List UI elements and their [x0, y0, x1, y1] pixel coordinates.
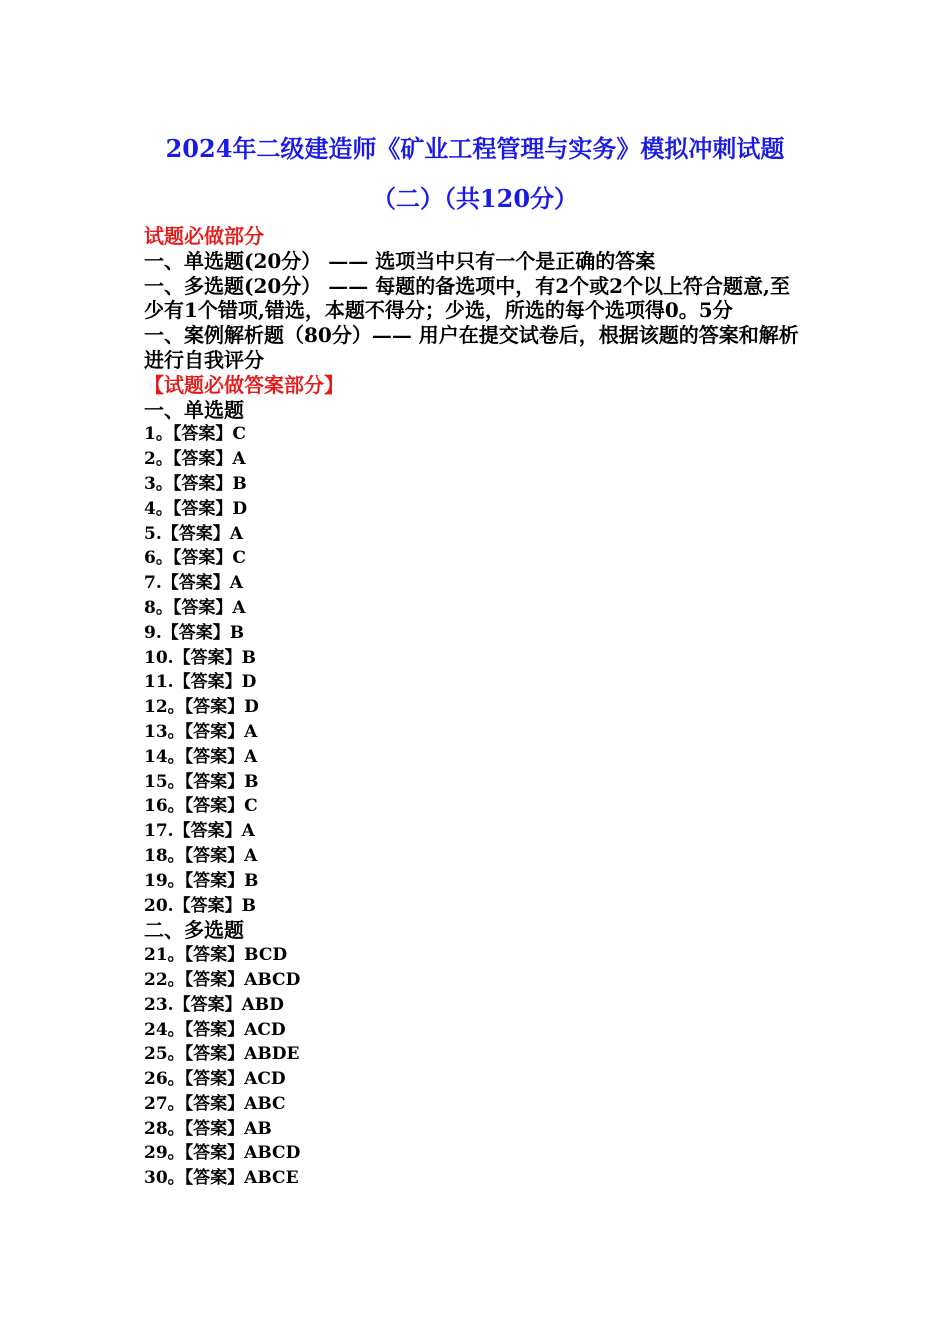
answer-val: A — [244, 746, 258, 767]
answer-tag: 【答案】 — [172, 597, 233, 618]
answer-row — [144, 1067, 804, 1092]
answer-row — [144, 720, 804, 745]
answer-row — [144, 1092, 804, 1117]
single-choice-heading: 一、单选题 — [144, 397, 244, 422]
answer-val: A — [232, 597, 246, 618]
answer-val: A — [232, 449, 246, 470]
multi-answer-list — [144, 943, 804, 1191]
answer-num: 12。 — [144, 697, 185, 718]
answer-num: 25。 — [144, 1044, 185, 1065]
answer-row — [144, 472, 804, 497]
answer-num: 16。 — [144, 796, 185, 817]
answer-tag: 【答案】 — [184, 1143, 245, 1164]
answer-val: B — [244, 771, 259, 792]
answer-tag: 【答案】 — [172, 473, 233, 494]
answer-row — [144, 819, 804, 844]
answer-row — [144, 621, 804, 646]
answer-tag: 【答案】 — [184, 796, 245, 817]
answer-tag: 【答案】 — [184, 1118, 245, 1139]
answer-val: ACD — [244, 1069, 286, 1090]
answer-tag: 【答案】 — [172, 449, 233, 470]
answer-tag: 【答案】 — [173, 672, 242, 693]
answer-val: D — [241, 672, 257, 693]
answer-num: 22。 — [144, 969, 185, 990]
answer-num: 30。 — [144, 1168, 185, 1189]
document-body — [144, 224, 804, 1191]
answer-tag: 【答案】 — [173, 821, 242, 842]
answer-tag: 【答案】 — [161, 622, 230, 643]
answer-tag: 【答案】 — [184, 746, 245, 767]
answer-row — [144, 1117, 804, 1142]
answer-tag: 【答案】 — [161, 523, 230, 544]
answer-num: 24。 — [144, 1019, 185, 1040]
answer-num: 9. — [144, 622, 162, 643]
answer-row — [144, 422, 804, 447]
intro-single-choice: 一、单选题(20分） —— 选项当中只有一个是正确的答案 — [144, 248, 656, 273]
answer-val: A — [241, 821, 255, 842]
answer-tag: 【答案】 — [184, 969, 245, 990]
answer-row — [144, 695, 804, 720]
answer-row — [144, 968, 804, 993]
answer-num: 7. — [144, 573, 162, 594]
answer-val: B — [229, 622, 245, 643]
answer-tag: 【答案】 — [161, 573, 230, 594]
answer-val: A — [244, 721, 258, 742]
answer-val: ABCD — [244, 969, 301, 990]
multi-choice-heading: 二、多选题 — [144, 918, 244, 943]
answer-tag: 【答案】 — [184, 1168, 245, 1189]
answer-row — [144, 447, 804, 472]
answer-val: D — [232, 498, 248, 519]
answer-num: 29。 — [144, 1143, 185, 1164]
answer-val: B — [241, 895, 256, 916]
answer-tag: 【答案】 — [184, 845, 245, 866]
answer-row — [144, 844, 804, 869]
single-answer-list — [144, 422, 804, 918]
document-title-line-2: （二）（共120分） — [371, 184, 579, 213]
answer-num: 3。 — [144, 473, 173, 494]
answer-tag: 【答案】 — [184, 870, 245, 891]
answer-num: 4。 — [144, 498, 173, 519]
answer-num: 13。 — [144, 721, 185, 742]
answer-val: A — [229, 523, 243, 544]
answer-val: ABC — [244, 1093, 286, 1114]
answer-row — [144, 646, 804, 671]
answer-val: A — [244, 845, 258, 866]
answer-val: B — [241, 647, 256, 668]
answer-tag: 【答案】 — [184, 1044, 245, 1065]
answer-row — [144, 794, 804, 819]
answer-val: BCD — [244, 945, 288, 966]
answer-num: 1。 — [144, 424, 173, 445]
answer-val: D — [244, 697, 259, 718]
answer-tag: 【答案】 — [173, 895, 242, 916]
answer-num: 21。 — [144, 945, 185, 966]
answer-num: 27。 — [144, 1093, 185, 1114]
answer-val: ABD — [241, 994, 284, 1015]
answer-row — [144, 522, 804, 547]
answer-row — [144, 1042, 804, 1067]
answer-row — [144, 745, 804, 770]
answer-num: 20. — [144, 895, 174, 916]
answer-row — [144, 1141, 804, 1166]
answer-val: ABDE — [244, 1044, 300, 1065]
answer-row — [144, 571, 804, 596]
section-required-heading: 试题必做部分 — [144, 224, 264, 248]
answer-tag: 【答案】 — [173, 647, 242, 668]
answer-num: 5. — [144, 523, 162, 544]
answer-row — [144, 497, 804, 522]
answer-num: 2。 — [144, 449, 173, 470]
answer-val: C — [244, 796, 258, 817]
answer-val: B — [232, 473, 247, 494]
answer-tag: 【答案】 — [184, 771, 245, 792]
answer-tag: 【答案】 — [184, 1093, 245, 1114]
answer-num: 8。 — [144, 597, 173, 618]
answer-tag: 【答案】 — [184, 945, 245, 966]
answer-row — [144, 770, 804, 795]
answer-row — [144, 894, 804, 919]
answer-val: A — [229, 573, 243, 594]
answer-row — [144, 596, 804, 621]
answer-row — [144, 1166, 804, 1191]
answer-row — [144, 546, 804, 571]
answer-row — [144, 1018, 804, 1043]
answer-tag: 【答案】 — [184, 1019, 245, 1040]
answer-section-heading: 【试题必做答案部分】 — [144, 372, 344, 397]
answer-num: 14。 — [144, 746, 185, 767]
answer-num: 11. — [144, 672, 174, 693]
answer-tag: 【答案】 — [184, 1069, 245, 1090]
answer-num: 19。 — [144, 870, 185, 891]
answer-val: AB — [244, 1118, 272, 1139]
answer-row — [144, 993, 804, 1018]
answer-tag: 【答案】 — [184, 721, 245, 742]
answer-row — [144, 943, 804, 968]
answer-num: 17. — [144, 821, 174, 842]
answer-row — [144, 869, 804, 894]
answer-val: B — [244, 870, 259, 891]
answer-tag: 【答案】 — [172, 498, 233, 519]
answer-num: 26。 — [144, 1069, 185, 1090]
answer-row — [144, 670, 804, 695]
answer-tag: 【答案】 — [173, 994, 242, 1015]
intro-case-analysis: 一、案例解析题（80分）—— 用户在提交试卷后，根据该题的答案和解析进行自我评分 — [144, 323, 799, 372]
answer-num: 18。 — [144, 845, 185, 866]
answer-num: 6。 — [144, 548, 173, 569]
answer-tag: 【答案】 — [172, 424, 233, 445]
document-title-line-1: 2024年二级建造师《矿业工程管理与实务》模拟冲刺试题 — [165, 134, 785, 163]
intro-multi-choice: 一、多选题(20分） —— 每题的备选项中，有2个或2个以上符合题意,至少有1个错项,错选，本题不得分；少选，所选的每个选项得0。5分 — [144, 273, 791, 323]
answer-val: C — [232, 548, 246, 569]
answer-val: ACD — [244, 1019, 286, 1040]
answer-tag: 【答案】 — [184, 697, 245, 718]
answer-tag: 【答案】 — [172, 548, 233, 569]
answer-val: ABCE — [244, 1168, 299, 1189]
answer-num: 15。 — [144, 771, 185, 792]
answer-num: 28。 — [144, 1118, 185, 1139]
answer-val: ABCD — [244, 1143, 301, 1164]
answer-num: 10. — [144, 647, 174, 668]
answer-val: C — [232, 424, 246, 445]
answer-num: 23. — [144, 994, 174, 1015]
